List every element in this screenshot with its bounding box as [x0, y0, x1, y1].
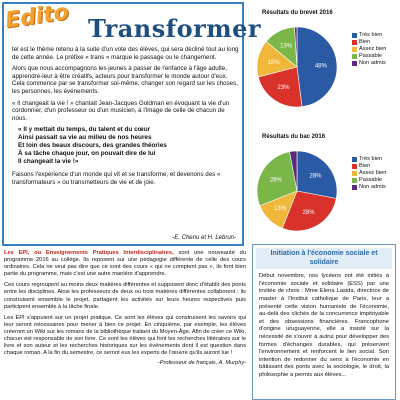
ess-text: Début novembre, nos lycéens ont été initiés à l'économie sociale et solidaire (ESS) par une invitée de choix : Mme Elena Lasida, directrice de master à l'Institut catholique de Paris, leur a présenté cette vision humaniste de l'économie, au-delà des clichés de la concurrence impitoyable et des obsessions financières. Francophone d'origine uruguayenne, elle a insisté sur la nécessité de s'ouvrir à autrui pour développer des formes d'échanges durables, qui préservent l'environnement et renforcent le lien social. Son intention de redonner du sens à l'économie en bâtissant des ponts avec la sociologie, le droit, la philosophie a permis aux élèves...: [259, 273, 389, 378]
song-line: Ainsi passait sa vie au milieu de nos heures: [18, 134, 152, 142]
legend-item: [352, 184, 386, 191]
editorial-paragraph: Alors que nous accompagnons les jeunes à passer de l'enfance à l'âge adulte, apprendre-leur à être créatifs, acteurs pour transformer le monde autour d'eux. Cela commence par se transformer soi-même, changer son regard sur les choses, les personnes, les événements.: [12, 65, 238, 95]
song-line: À sa tâche chaque jour, on pouvait dire de lui: [18, 149, 156, 157]
legend-label: Assez bien: [359, 170, 387, 176]
legend-swatch: [352, 171, 357, 176]
pie-data-label: 15%: [267, 59, 280, 66]
article-intro-highlight: Les EPI, ou Enseignements Pratiques Interdisciplinaires,: [4, 250, 174, 256]
article-paragraph: Les EPI s'appuient sur un projet pratique. Ce sont les élèves qui construisent les savoirs qui leur seront nécessaires pour mener à bien ce projet. En cinquième, par exemple, les élèves créeront un Wiki sur les romans de la bibliothèque traitant du Moyen-Âge. Afin de créer ce Wiki, chacun est responsable de son livre. Ce sont les élèves qui font les recherches littéraires sur le livre et son auteur et les recherches historiques sur les événements dont il est question dans chaque roman. A la fin du semestre, ce seront eux les experts de l'œuvre qu'ils auront lue !: [4, 314, 246, 357]
pie-chart-bac: [252, 146, 342, 236]
legend-item: [352, 60, 386, 67]
legend-label: Non admis: [359, 184, 386, 190]
song-line: Il changeait la vie !»: [18, 157, 79, 165]
legend-item: [352, 156, 386, 163]
editorial-text: [12, 46, 240, 191]
legend-bac: [352, 156, 386, 191]
epi-article: [4, 250, 246, 367]
legend-swatch: [352, 33, 357, 38]
editorial-paragraph: tel est le thème retenu à la suite d'un vote des élèves, qui sera décliné tout au long de cette année. Le préfixe « trans » marque le passage ou le changement.: [12, 46, 239, 61]
chart-title-brevet: Résultats du brevet 2016: [262, 10, 333, 16]
song-quote: [18, 126, 240, 165]
editorial-signature: -E. Chenu et H. Lebrun-: [172, 235, 236, 241]
legend-label: Passable: [359, 177, 383, 183]
pie-data-label: 13%: [274, 205, 287, 212]
song-line: « Il y mettait du temps, du talent et du cœur: [18, 126, 151, 134]
ess-title: Initiation à l'économie sociale et solidaire: [256, 248, 392, 269]
legend-label: Bien: [359, 39, 371, 45]
editorial-paragraph: « Il changeait la vie ! » chantait Jean-Jacques Goldman en évoquant la vie d'un cordonnier, d'un professeur ou d'un musicien, à l'image de celle de chacun de nous.: [12, 99, 230, 122]
article-intro-rest: sont une nouveauté du programme 2016 au collège. Ils reposent sur une pédagogie différente de celle des cours ordinaires. Cela ne veut pas dire que ce sont des cours « qui ne comptent pas », ils font bien partie du programme, mais c'est une autre manière d'apprendre.: [4, 250, 246, 278]
article-paragraph: Ces cours regroupent au moins deux matières différentes et supposent donc d'établir des ponts entre les disciplines. Ainsi les professeurs de deux ou trois matières différentes collaborent : ils construisent ensemble le projet, partagent les activités sur leurs heures respectives puis participent ensemble à la tâche finale.: [4, 282, 246, 310]
legend-swatch: [352, 47, 357, 52]
pie-data-label: 48%: [314, 63, 327, 70]
legend-label: Assez bien: [359, 46, 387, 52]
legend-label: Très bien: [359, 32, 383, 38]
legend-swatch: [352, 164, 357, 169]
pie-chart-brevet: [252, 22, 342, 112]
legend-swatch: [352, 157, 357, 162]
legend-item: [352, 39, 386, 46]
pie-data-label: 28%: [269, 177, 282, 184]
song-line: Et loin des beaux discours, des grandes théories: [18, 141, 167, 149]
editorial-box: [2, 0, 262, 246]
pie-data-label: 28%: [302, 210, 315, 217]
legend-swatch: [352, 61, 357, 66]
legend-label: Non admis: [359, 60, 386, 66]
legend-item: [352, 53, 386, 60]
legend-label: Bien: [359, 163, 371, 169]
pie-data-label: 23%: [277, 84, 290, 91]
legend-swatch: [352, 40, 357, 45]
legend-item: [352, 46, 386, 53]
legend-swatch: [352, 178, 357, 183]
article-intro: [4, 250, 246, 278]
legend-label: Très bien: [359, 156, 383, 162]
editorial-title: Transformer: [88, 14, 262, 43]
chart-title-bac: Résultats du bac 2016: [262, 134, 326, 140]
legend-swatch: [352, 54, 357, 59]
article-author: -Professeur de français, A. Murphy-: [157, 360, 246, 367]
legend-swatch: [352, 185, 357, 190]
legend-brevet: [352, 32, 386, 67]
pie-data-label: 28%: [309, 173, 322, 180]
legend-item: [352, 170, 386, 177]
ess-box: [252, 244, 396, 400]
legend-item: [352, 32, 386, 39]
legend-item: [352, 163, 386, 170]
edito-ribbon: Edito: [3, 0, 71, 34]
pie-data-label: 13%: [280, 43, 293, 50]
legend-label: Passable: [359, 53, 383, 59]
legend-item: [352, 177, 386, 184]
editorial-closing: Faisons l'expérience d'un monde qui vit et se transforme, et devenons des « transformateurs » ou transmetteurs de vie et de joie.: [12, 171, 221, 186]
